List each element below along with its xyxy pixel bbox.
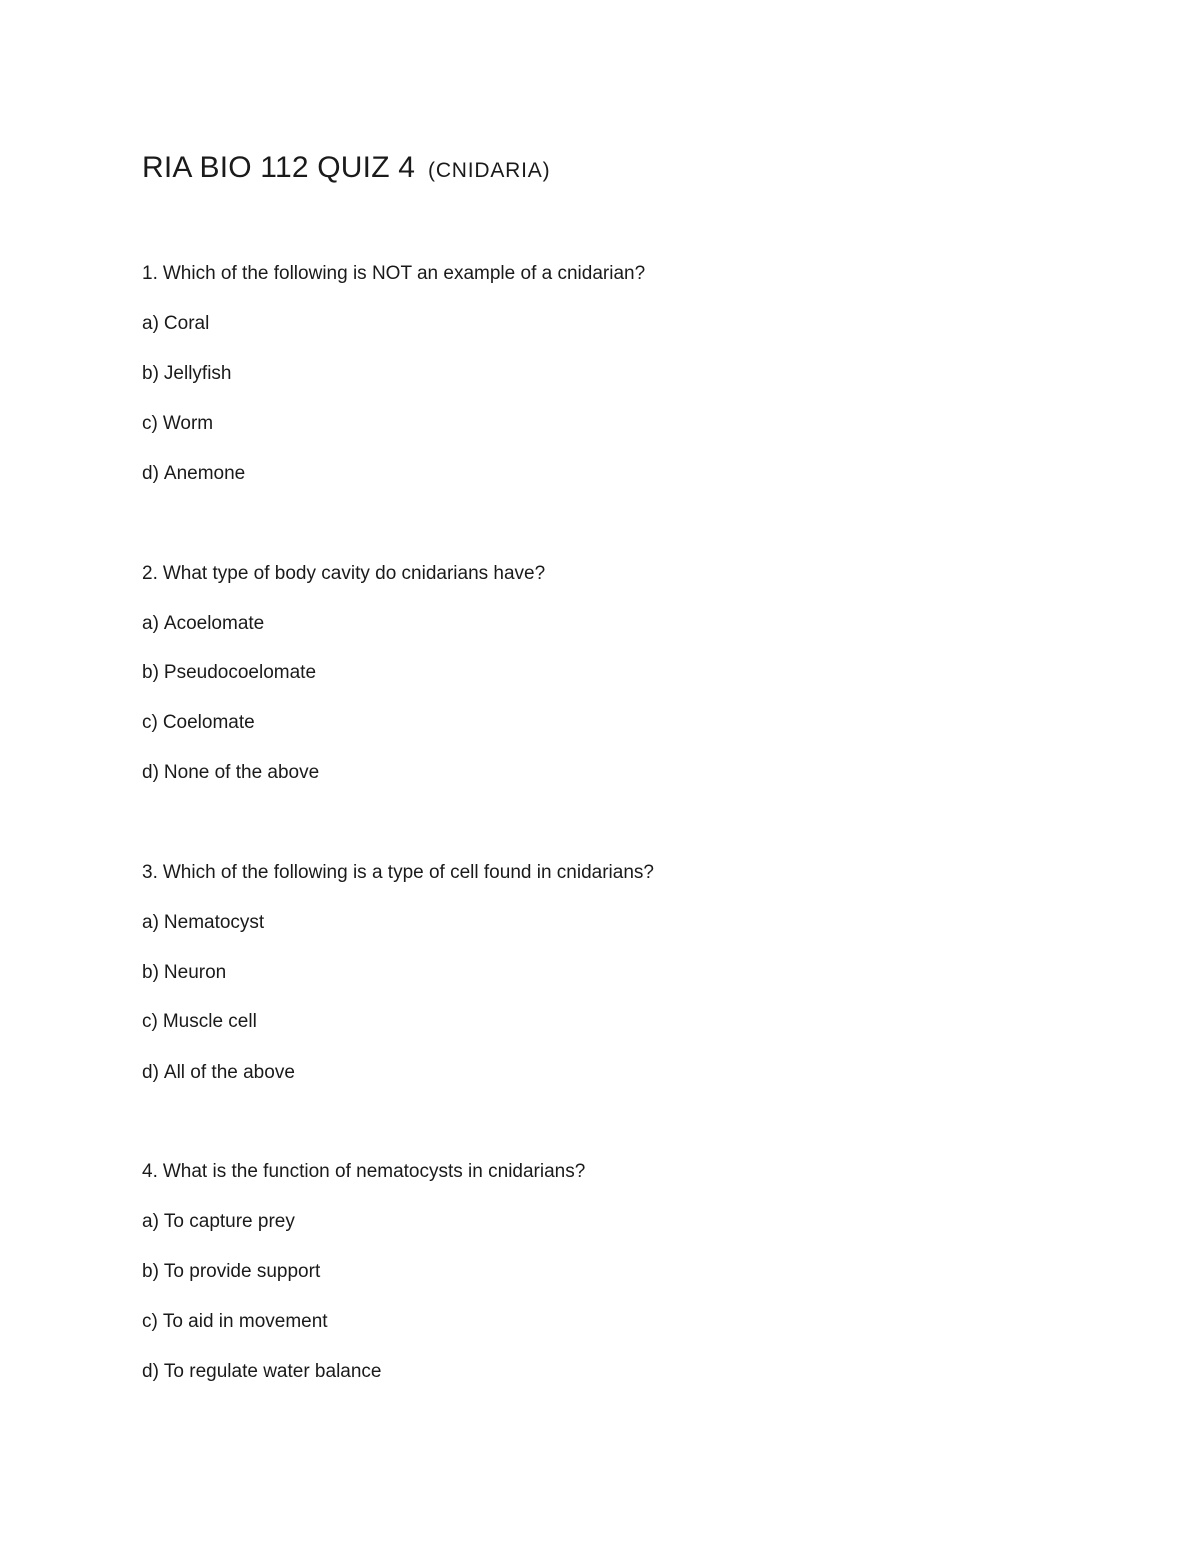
option-text: Pseudocoelomate	[163, 662, 317, 683]
question-text: What type of body cavity do cnidarians have?	[162, 563, 546, 584]
question-text: Which of the following is a type of cell found in cnidarians?	[162, 862, 654, 883]
option-letter: d)	[142, 762, 159, 783]
option-letter: c)	[142, 1311, 158, 1332]
question-4-option-b	[142, 1260, 320, 1284]
option-text: None of the above	[163, 762, 320, 783]
question-3-option-b	[142, 961, 226, 985]
option-text: To capture prey	[163, 1211, 295, 1232]
question-4-option-a	[142, 1210, 295, 1234]
question-number: 2.	[142, 563, 158, 584]
option-letter: a)	[142, 1211, 159, 1232]
option-letter: d)	[142, 1062, 159, 1083]
option-text: To aid in movement	[162, 1311, 328, 1332]
question-number: 3.	[142, 862, 158, 883]
option-text: Acoelomate	[163, 613, 265, 634]
option-text: To regulate water balance	[163, 1361, 382, 1382]
option-letter: b)	[142, 1261, 159, 1282]
option-text: Jellyfish	[163, 363, 232, 384]
question-2	[142, 562, 545, 586]
option-letter: a)	[142, 613, 159, 634]
option-letter: b)	[142, 662, 159, 683]
option-letter: c)	[142, 1011, 158, 1032]
question-number: 4.	[142, 1161, 158, 1182]
option-text: Muscle cell	[162, 1011, 257, 1032]
question-3-option-a	[142, 911, 264, 935]
quiz-title: RIA BIO 112 QUIZ 4	[142, 151, 416, 184]
question-2-option-d	[142, 761, 319, 785]
question-1-option-d	[142, 462, 245, 486]
question-1-option-a	[142, 312, 209, 336]
option-letter: c)	[142, 712, 158, 733]
question-3-option-c	[142, 1010, 257, 1034]
option-letter: b)	[142, 962, 159, 983]
question-1-option-c	[142, 412, 213, 436]
question-1	[142, 262, 645, 286]
option-text: Worm	[162, 413, 214, 434]
question-4-option-d	[142, 1360, 382, 1384]
question-number: 1.	[142, 263, 158, 284]
document-title	[142, 146, 550, 191]
option-text: Coelomate	[162, 712, 255, 733]
question-2-option-c	[142, 711, 255, 735]
option-text: Coral	[163, 313, 210, 334]
option-text: To provide support	[163, 1261, 321, 1282]
question-2-option-a	[142, 612, 264, 636]
option-text: Anemone	[163, 463, 246, 484]
option-letter: a)	[142, 313, 159, 334]
question-text: Which of the following is NOT an example of a cnidarian?	[162, 263, 646, 284]
question-4-option-c	[142, 1310, 328, 1334]
question-3-option-d	[142, 1061, 295, 1085]
option-text: Nematocyst	[163, 912, 265, 933]
question-2-option-b	[142, 661, 316, 685]
option-letter: d)	[142, 1361, 159, 1382]
question-3	[142, 861, 654, 885]
option-letter: c)	[142, 413, 158, 434]
option-letter: b)	[142, 363, 159, 384]
option-text: Neuron	[163, 962, 227, 983]
quiz-subtitle: (CNIDARIA)	[428, 159, 551, 182]
option-letter: d)	[142, 463, 159, 484]
option-text: All of the above	[163, 1062, 295, 1083]
question-4	[142, 1160, 585, 1184]
question-text: What is the function of nematocysts in cnidarians?	[162, 1161, 586, 1182]
option-letter: a)	[142, 912, 159, 933]
question-1-option-b	[142, 362, 231, 386]
